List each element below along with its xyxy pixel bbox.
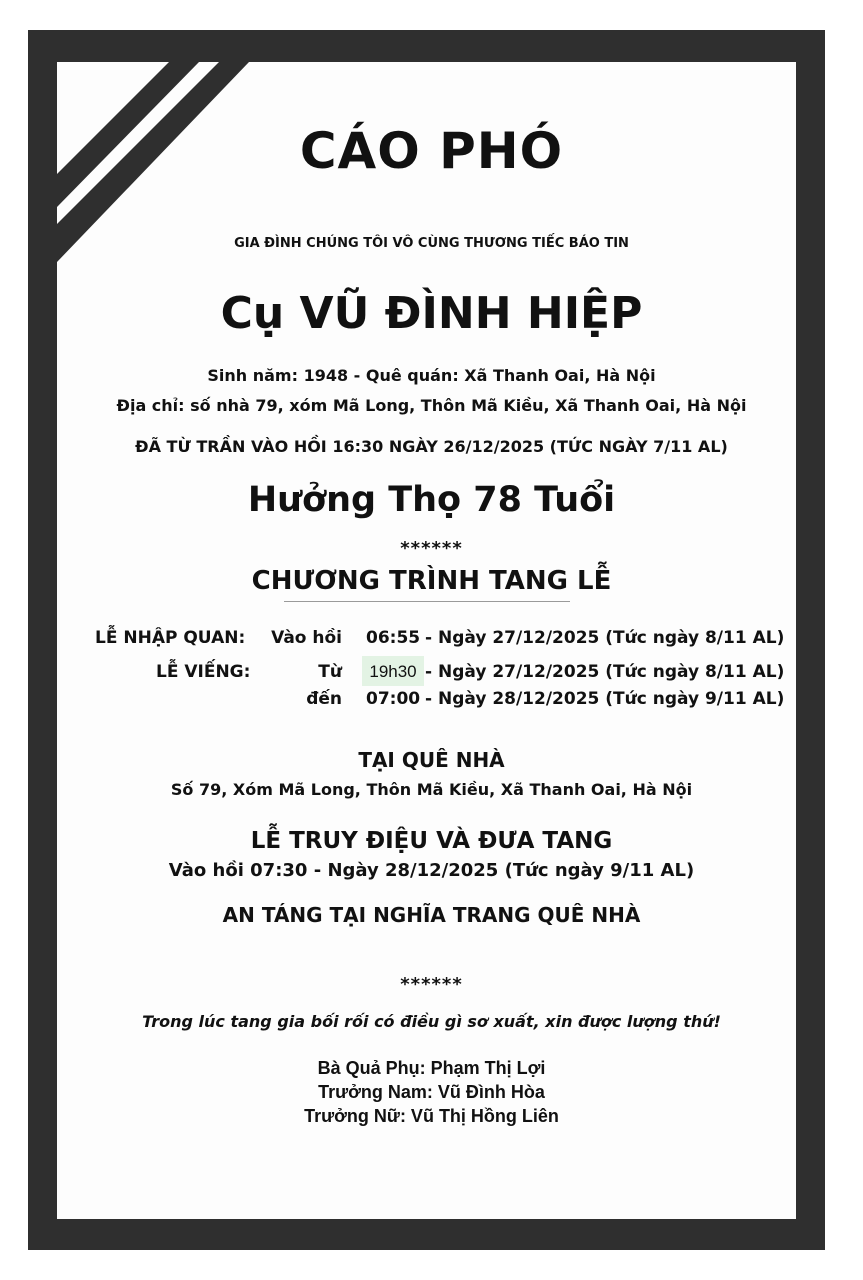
address-info: Địa chỉ: số nhà 79, xóm Mã Long, Thôn Mã Kiều, Xã Thanh Oai, Hà Nội	[116, 396, 747, 415]
separator: ******	[400, 974, 463, 995]
deceased-name: Cụ VŨ ĐÌNH HIỆP	[220, 288, 643, 339]
schedule-prefix: Từ	[318, 662, 342, 682]
schedule-label-encoffin: LỄ NHẬP QUAN:	[95, 628, 246, 648]
schedule-time: 07:00	[366, 689, 421, 709]
birth-info: Sinh năm: 1948 - Quê quán: Xã Thanh Oai, Hà Nội	[207, 366, 656, 385]
schedule-date: - Ngày 27/12/2025 (Tức ngày 8/11 AL)	[425, 662, 785, 682]
schedule-label-visitation: LỄ VIẾNG:	[156, 662, 251, 682]
heading-underline	[284, 601, 570, 602]
passed-info: ĐÃ TỪ TRẦN VÀO HỒI 16:30 NGÀY 26/12/2025 (TỨC NGÀY 7/11 AL)	[135, 437, 728, 456]
memorial-time: Vào hồi 07:30 - Ngày 28/12/2025 (Tức ngày 9/11 AL)	[168, 860, 695, 881]
burial-info: AN TÁNG TẠI NGHĨA TRANG QUÊ NHÀ	[222, 903, 641, 927]
schedule-date: - Ngày 28/12/2025 (Tức ngày 9/11 AL)	[425, 689, 785, 709]
schedule-prefix: đến	[306, 689, 342, 709]
memorial-heading: LỄ TRUY ĐIỆU VÀ ĐƯA TANG	[250, 828, 613, 854]
edited-time-highlight	[362, 656, 424, 686]
age-line: Hưởng Thọ 78 Tuổi	[247, 480, 616, 520]
schedule-date: - Ngày 27/12/2025 (Tức ngày 8/11 AL)	[425, 628, 785, 648]
family-eldest-daughter: Trưởng Nữ: Vũ Thị Hồng Liên	[304, 1106, 559, 1126]
schedule-time: 06:55	[366, 628, 421, 648]
notice-title: CÁO PHÓ	[299, 122, 564, 180]
location-heading: TẠI QUÊ NHÀ	[358, 748, 505, 772]
location-address: Số 79, Xóm Mã Long, Thôn Mã Kiều, Xã Thanh Oai, Hà Nội	[170, 780, 693, 799]
notice-subtitle: GIA ĐÌNH CHÚNG TÔI VÔ CÙNG THƯƠNG TIẾC BÁO TIN	[234, 236, 629, 251]
schedule-prefix: Vào hồi	[271, 628, 342, 648]
separator: ******	[400, 538, 463, 559]
schedule-time: 19h30	[369, 662, 417, 681]
program-heading: CHƯƠNG TRÌNH TANG LỄ	[251, 566, 612, 596]
family-eldest-son: Trưởng Nam: Vũ Đình Hòa	[318, 1082, 545, 1102]
family-widow: Bà Quả Phụ: Phạm Thị Lợi	[317, 1058, 546, 1078]
apology-text: Trong lúc tang gia bối rối có điều gì sơ xuất, xin được lượng thứ!	[142, 1012, 721, 1031]
